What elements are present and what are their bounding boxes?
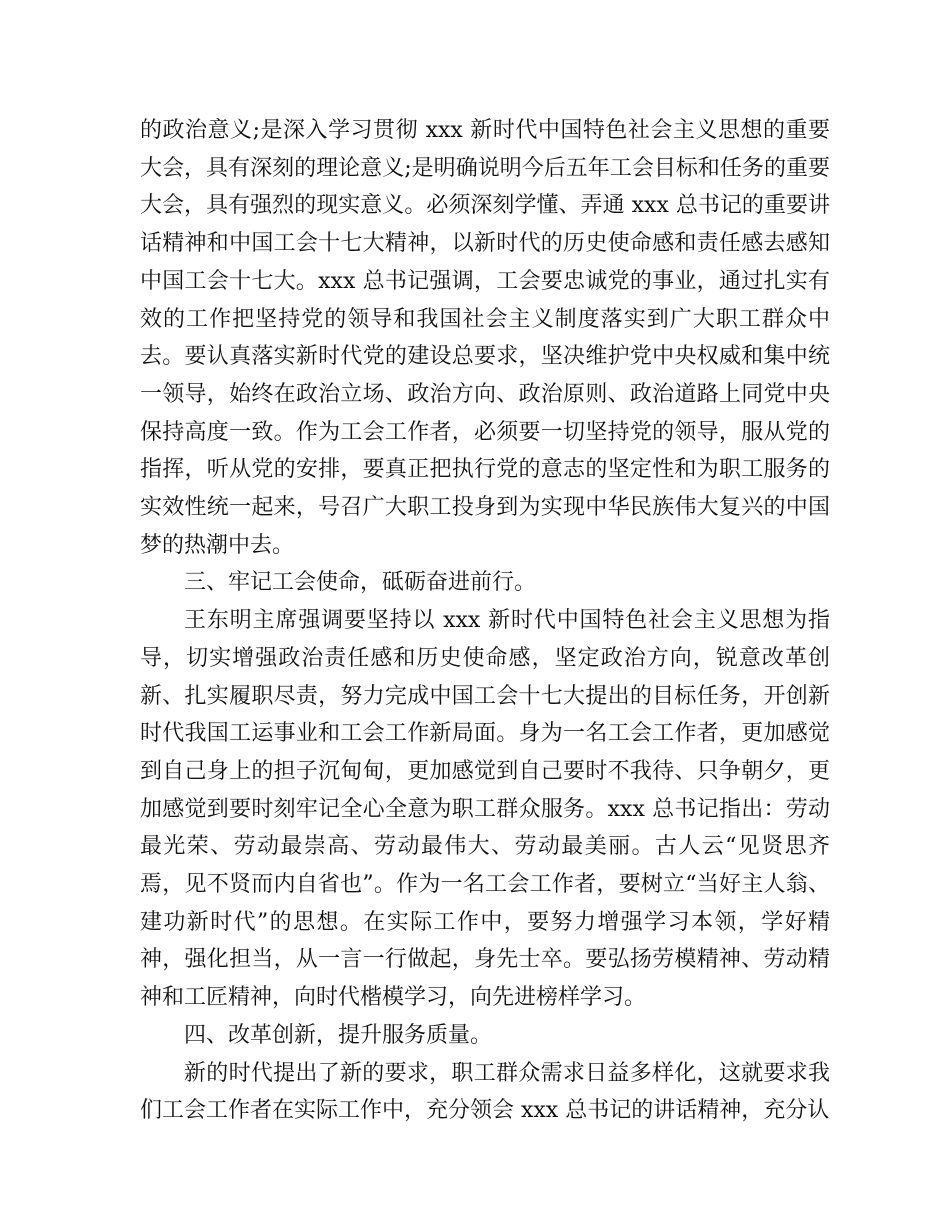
section-heading-four: 四、改革创新，提升服务质量。 xyxy=(184,1022,493,1048)
paragraph-mission: 王东明主席强调要坚持以 xxx 新时代中国特色社会主义思想为指导，切实增强政治责任感和历史使命感，坚定政治方向，锐意改革创新、扎实履职尽责，努力完成中国工会十七大提出的目标任务，开创新时代我国工运事业和工会工作新局面。身为一名工会工作者，更加感觉到自己身上的担子沉甸甸，更加感觉到自己要时不我待、只争朝夕，更加感觉到要时刻牢记全心全意为职工群众服务。xxx 总书记指出：劳动最光荣、劳动最崇高、劳动最伟大、劳动最美丽。古人云“见贤思齐焉，见不贤而内自省也”。作为一名工会工作者，要树立“当好主人翁、建功新时代”的思想。在实际工作中，要努力增强学习本领，学好精神，强化担当，从一言一行做起，身先士卒。要弘扬劳模精神、劳动精神和工匠精神，向时代楷模学习，向先进榜样学习。 xyxy=(140,608,830,1011)
document-body xyxy=(140,112,830,1130)
section-heading-three: 三、牢记工会使命，砥砺奋进前行。 xyxy=(184,570,537,596)
paragraph-reform: 新的时代提出了新的要求，职工群众需求日益多样化，这就要求我们工会工作者在实际工作中，充分领会 xxx 总书记的讲话精神，充分认 xyxy=(140,1060,830,1124)
paragraph-political-significance: 的政治意义;是深入学习贯彻 xxx 新时代中国特色社会主义思想的重要大会，具有深刻的理论意义;是明确说明今后五年工会目标和任务的重要大会，具有强烈的现实意义。必须深刻学懂、弄通 xxx 总书记的重要讲话精神和中国工会十七大精神，以新时代的历史使命感和责任感去感知中国工会十七大。xxx 总书记强调，工会要忠诚党的事业，通过扎实有效的工作把坚持党的领导和我国社会主义制度落实到广大职工群众中去。要认真落实新时代党的建设总要求，坚决维护党中央权威和集中统一领导，始终在政治立场、政治方向、政治原则、政治道路上同党中央保持高度一致。作为工会工作者，必须要一切坚持党的领导，服从党的指挥，听从党的安排，要真正把执行党的意志的坚定性和为职工服务的实效性统一起来，号召广大职工投身到为实现中华民族伟大复兴的中国梦的热潮中去。 xyxy=(140,118,830,558)
